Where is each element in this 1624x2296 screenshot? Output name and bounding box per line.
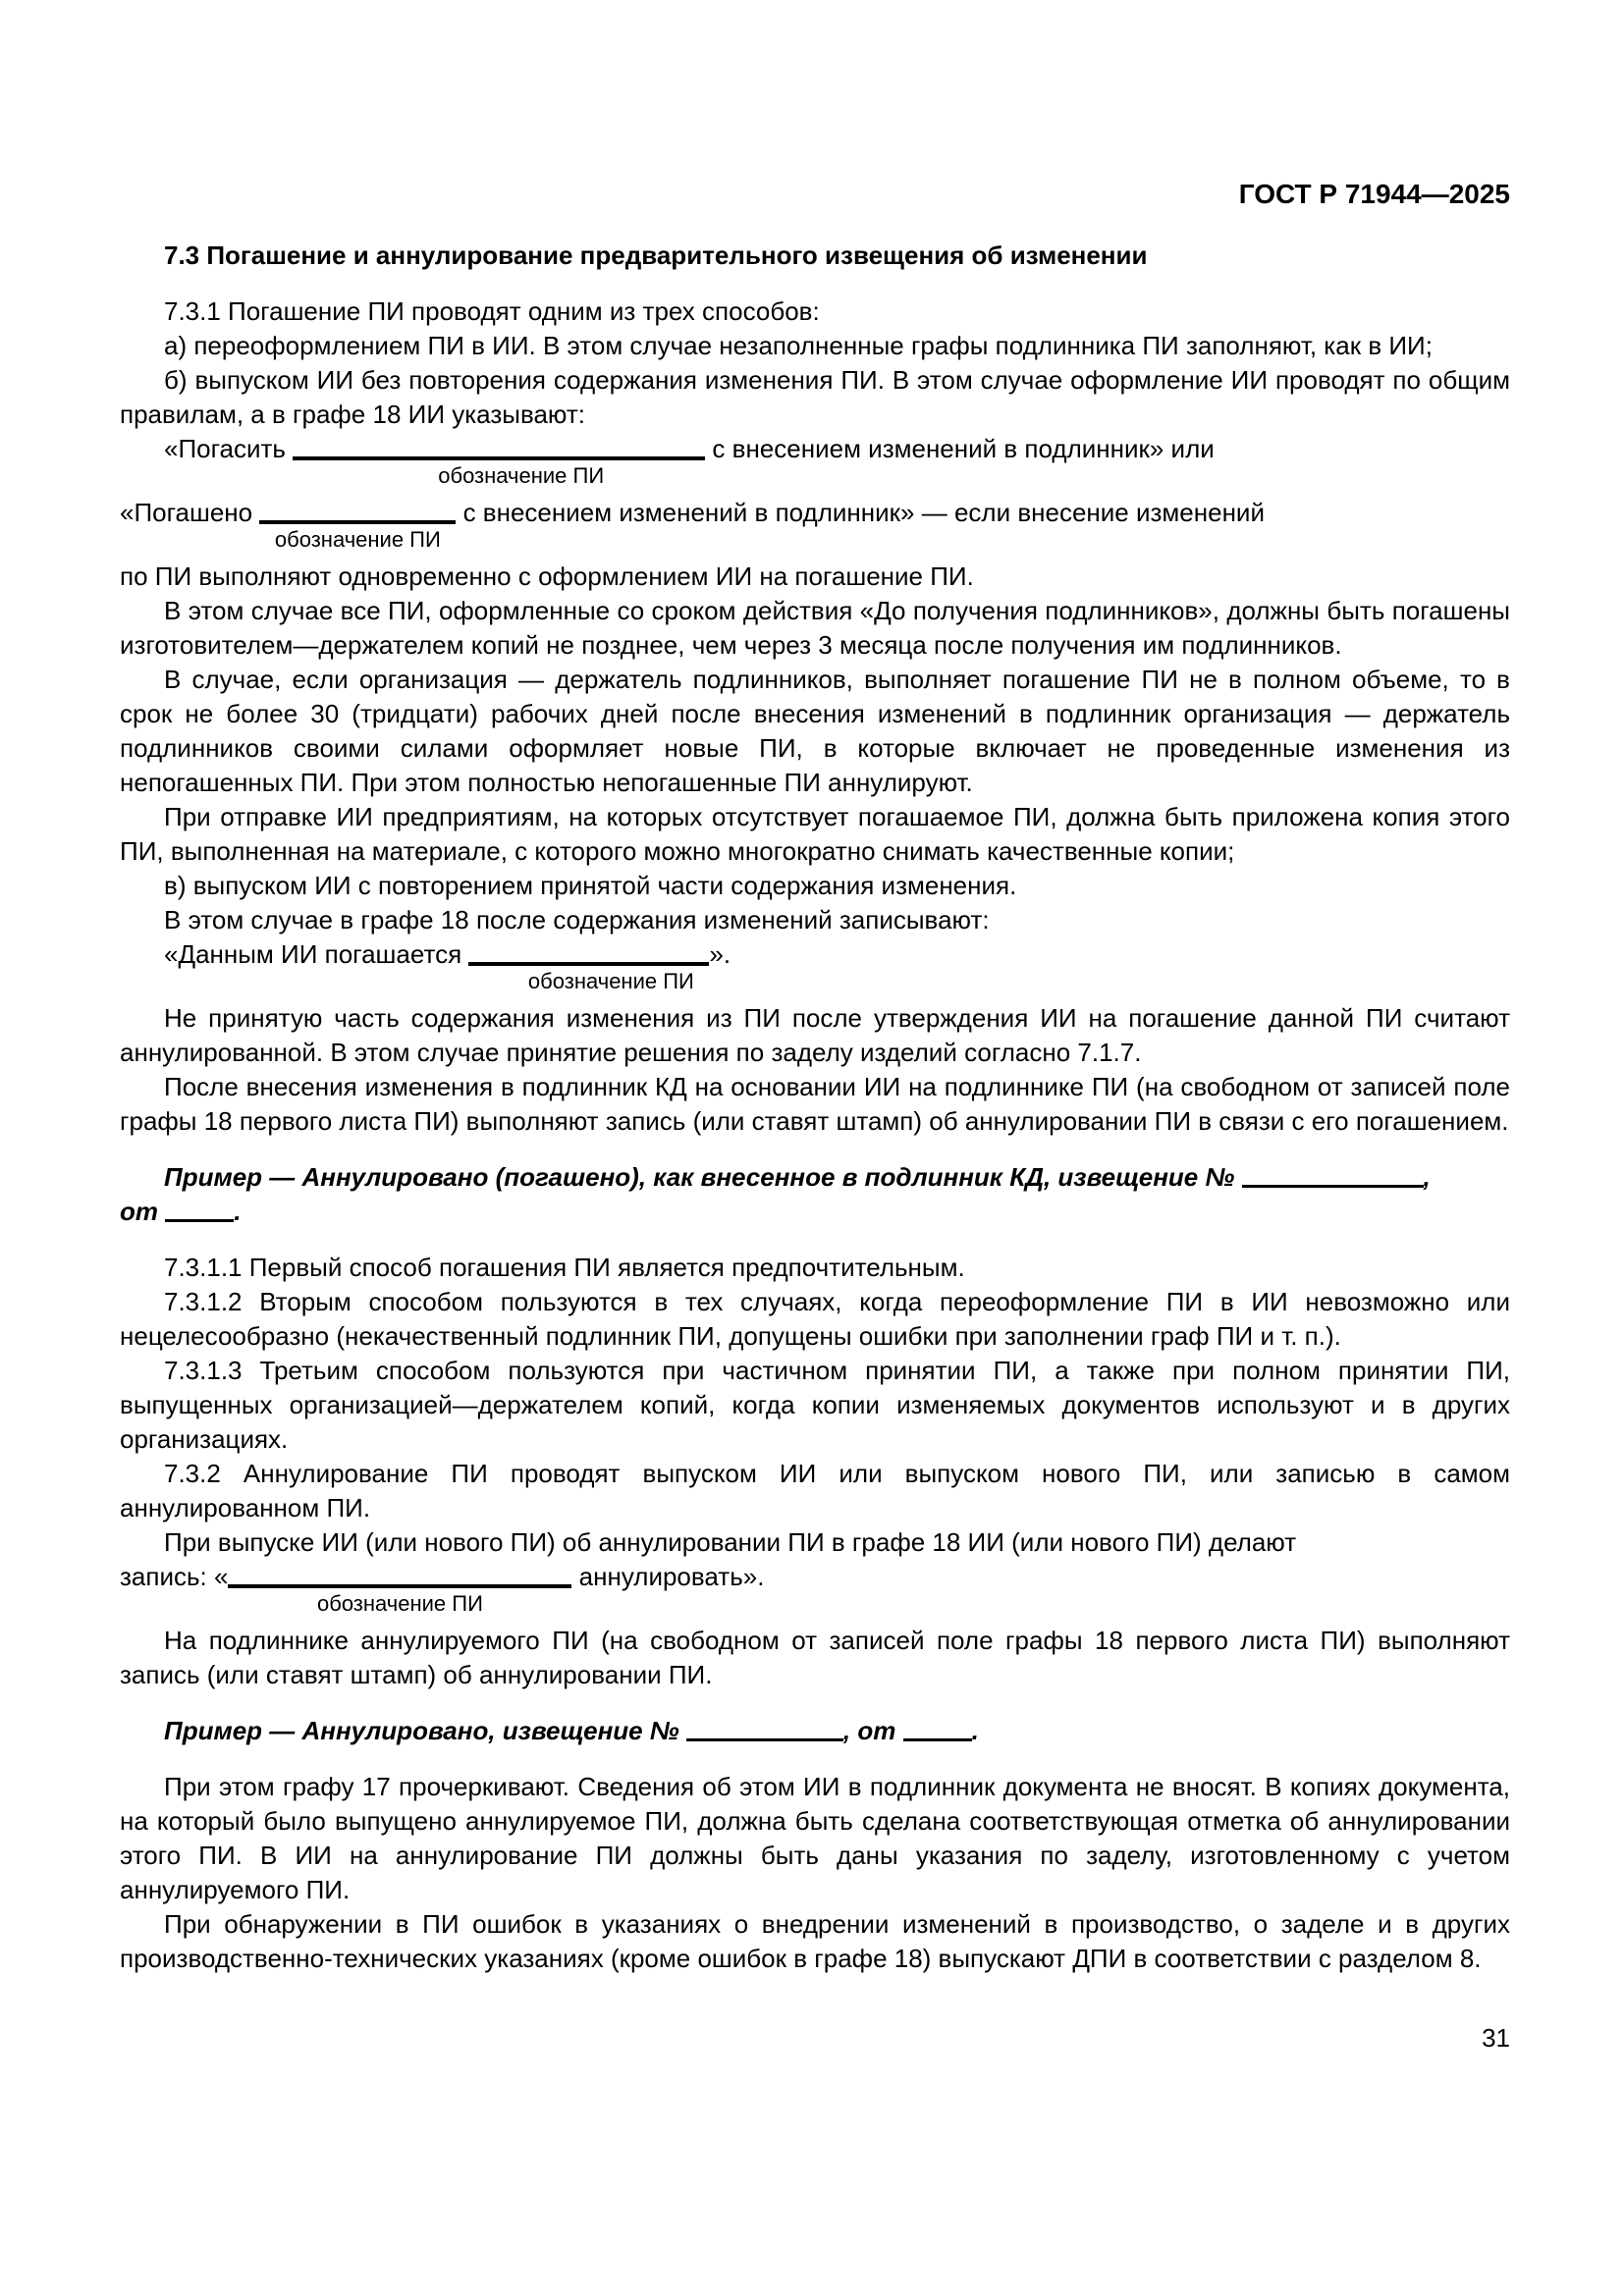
list-item-v: в) выпуском ИИ с повторением принятой части содержания изменения.: [164, 871, 1017, 900]
fill-in-blank: [259, 503, 456, 552]
paragraph-grafa17: При этом графу 17 прочеркивают. Сведения об этом ИИ в подлинник документа не вносят. В копиях документа, на который было выпущено аннулируемое ПИ, должна быть сделана соответствующая отметка об аннулировании этого ПИ. В ИИ на аннулирование ПИ должны быть даны указания по заделу, изготовленному с учетом аннулируемого ПИ.: [120, 1772, 1510, 1904]
example-text: Пример — Аннулировано, извещение №: [164, 1716, 686, 1745]
page-number: 31: [1482, 2023, 1510, 2053]
blank-caption: обозначение ПИ: [316, 1591, 483, 1616]
paragraph-na-podlinnike: На подлиннике аннулируемого ПИ (на свободном от записей поле графы 18 первого листа ПИ) выполняют запись (или ставят штамп) об аннулировании ПИ.: [120, 1626, 1510, 1689]
paragraph-7-3-1-1: 7.3.1.1 Первый способ погашения ПИ является предпочтительным.: [164, 1253, 965, 1282]
paragraph-all-pi: В этом случае все ПИ, оформленные со сроком действия «До получения подлинников», должны быть погашены изготовителем—держателем копий не позднее, чем через 3 месяца после получения им подлинников.: [120, 596, 1510, 660]
fill-text-before: «Погашено: [120, 498, 260, 527]
fill-in-line-pogasit: [120, 432, 1510, 488]
paragraph-7-3-1-2: 7.3.1.2 Вторым способом пользуются в тех случаях, когда переоформление ПИ в ИИ невозможно или нецелесообразно (некачественный подлинник ПИ, допущены ошибки при заполнении граф ПИ и т. п.).: [120, 1287, 1510, 1351]
example-blank-date: [903, 1724, 972, 1741]
list-item-b: б) выпуском ИИ без повторения содержания изменения ПИ. В этом случае оформление ИИ проводят по общим правилам, а в графе 18 ИИ указывают:: [120, 365, 1510, 429]
paragraph-7-3-1-3: 7.3.1.3 Третьим способом пользуются при частичном принятии ПИ, а также при полном принятии ПИ, выпущенных организацией—держателем копий, когда копии изменяемых документов используют и в других организациях.: [120, 1356, 1510, 1454]
paragraph-errors-dpi: При обнаружении в ПИ ошибок в указаниях о внедрении изменений в производство, о заделе и в других производственно-технических указаниях (кроме ошибок в графе 18) выпускают ДПИ в соответствии с разделом 8.: [120, 1909, 1510, 1973]
paragraph-after-changes: После внесения изменения в подлинник КД на основании ИИ на подлиннике ПИ (на свободном от записей поле графы 18 первого листа ПИ) выполняют запись (или ставят штамп) об аннулировании ПИ в связи с его погашением.: [120, 1072, 1510, 1136]
fill-in-blank: [228, 1567, 571, 1616]
example-note-2: [120, 1714, 1510, 1748]
example-text: .: [234, 1197, 242, 1226]
example-note-1: [120, 1160, 1510, 1229]
blank-caption: обозначение ПИ: [274, 527, 441, 552]
paragraph-vypuske-ii: При выпуске ИИ (или нового ПИ) об аннулировании ПИ в графе 18 ИИ (или нового ПИ) делают: [164, 1527, 1297, 1557]
example-blank-number: [686, 1724, 843, 1741]
paragraph-7-3-2: 7.3.2 Аннулирование ПИ проводят выпуском ИИ или выпуском нового ПИ, или записью в самом аннулированном ПИ.: [120, 1459, 1510, 1522]
list-item-a: а) переоформлением ПИ в ИИ. В этом случае незаполненные графы подлинника ПИ заполняют, как в ИИ;: [164, 331, 1433, 360]
fill-in-line-zapis: [120, 1560, 1510, 1616]
example-blank-number: [1242, 1170, 1424, 1188]
paragraph-not-accepted: Не принятую часть содержания изменения из ПИ после утверждения ИИ на погашение данной ПИ считают аннулированной. В этом случае принятие решения по заделу изделий согласно 7.1.7.: [120, 1003, 1510, 1067]
fill-text-after: ».: [709, 939, 731, 969]
example-blank-date: [165, 1204, 234, 1222]
fill-in-line-pogasheno: [120, 496, 1510, 552]
paragraph-continuation: по ПИ выполняют одновременно с оформлением ИИ на погашение ПИ.: [120, 561, 974, 591]
fill-text-before: «Данным ИИ погашается: [164, 939, 469, 969]
example-text: .: [971, 1716, 979, 1745]
fill-text-after: с внесением изменений в подлинник» — если внесение изменений: [456, 498, 1265, 527]
paragraph-send-ii: При отправке ИИ предприятиям, на которых отсутствует погашаемое ПИ, должна быть приложена копия этого ПИ, выполненная на материале, с которого можно многократно снимать качественные копии;: [120, 802, 1510, 866]
example-text: , от: [842, 1716, 903, 1745]
paragraph-org-holder: В случае, если организация — держатель подлинников, выполняет погашение ПИ не в полном объеме, то в срок не более 30 (тридцати) рабочих дней после внесения изменений в подлинник организация — держатель подлинников своими силами оформляет новые ПИ, в которые включает не проведенные изменения из непогашенных ПИ. При этом полностью непогашенные ПИ аннулируют.: [120, 665, 1510, 797]
example-text: ,: [1423, 1162, 1431, 1192]
standard-code-header: ГОСТ Р 71944—2025: [1238, 179, 1510, 209]
fill-in-blank: [468, 944, 709, 993]
fill-text-after: аннулировать».: [571, 1562, 765, 1591]
example-text: от: [120, 1197, 166, 1226]
blank-caption: обозначение ПИ: [438, 463, 605, 488]
fill-text-after: с внесением изменений в подлинник» или: [705, 434, 1215, 463]
paragraph-7-3-1: 7.3.1 Погашение ПИ проводят одним из трех способов:: [164, 296, 820, 326]
fill-text-before: «Погасить: [164, 434, 294, 463]
fill-in-line-dannym: [120, 937, 1510, 993]
fill-text-before: запись: «: [120, 1562, 229, 1591]
blank-caption: обозначение ПИ: [527, 969, 694, 993]
paragraph-grafa18: В этом случае в графе 18 после содержания изменений записывают:: [164, 905, 990, 934]
fill-in-blank: [293, 439, 705, 488]
section-heading: 7.3 Погашение и аннулирование предварительного извещения об изменении: [164, 240, 1148, 270]
example-text: Пример — Аннулировано (погашено), как внесенное в подлинник КД, извещение №: [164, 1162, 1242, 1192]
